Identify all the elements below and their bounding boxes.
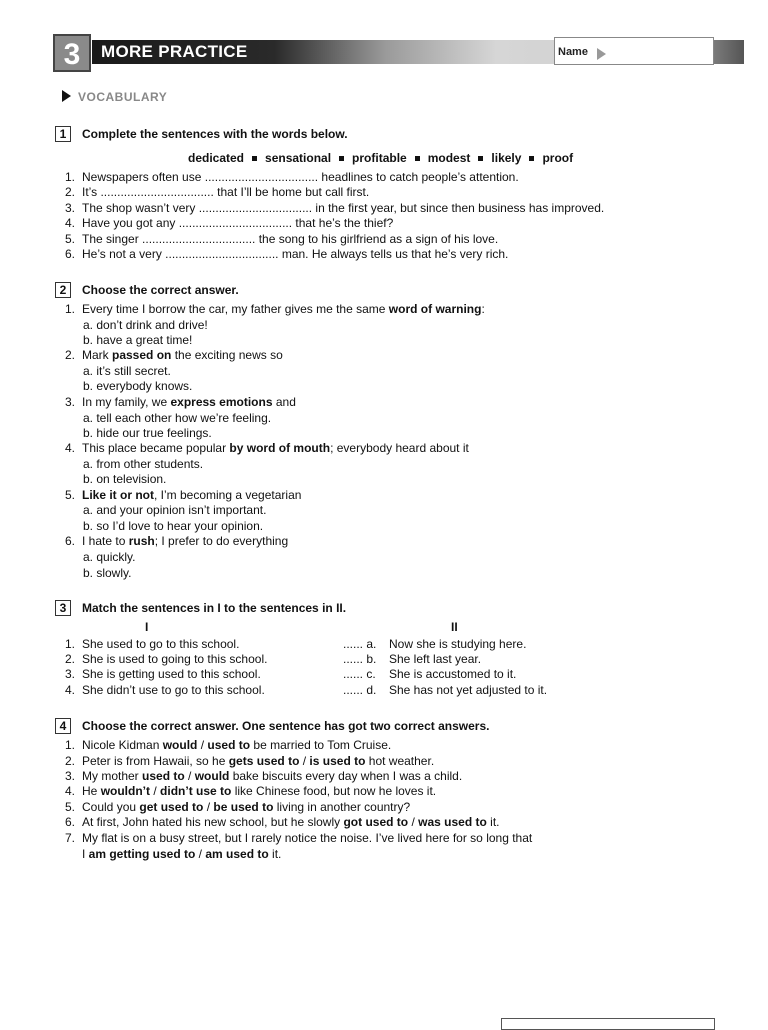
exercise-4-title: Choose the correct answer. One sentence has got two correct answers. (82, 719, 490, 733)
match-right: She is accustomed to it. (389, 667, 517, 681)
word: modest (427, 151, 471, 165)
exercise-2-title: Choose the correct answer. (82, 283, 239, 297)
question: 4. This place became popular by word of mouth; everybody heard about it (64, 441, 469, 455)
name-label: Name (558, 46, 588, 58)
footer-box (501, 1018, 715, 1030)
match-right: She left last year. (389, 652, 482, 666)
match-left: 1. She used to go to this school. (64, 637, 240, 651)
option: a. and your opinion isn’t important. (83, 503, 267, 517)
word: dedicated (188, 151, 245, 165)
question: 2. Mark passed on the exciting news so (64, 348, 283, 362)
square-bullet-icon (252, 156, 257, 161)
match-blank[interactable]: ...... c. (343, 667, 376, 681)
exercise-3-number: 3 (55, 600, 71, 616)
exercise-2-number: 2 (55, 282, 71, 298)
question: 5. Could you get used to / be used to living in another country? (64, 800, 411, 814)
column-header-i: I (145, 620, 149, 634)
match-right: Now she is studying here. (389, 637, 527, 651)
option: a. it’s still secret. (83, 364, 171, 378)
question: 1. Nicole Kidman would / used to be married to Tom Cruise. (64, 738, 392, 752)
square-bullet-icon (415, 156, 420, 161)
list-item: 6. He’s not a very .................................. man. He always tells us that he’s very rich. (64, 247, 509, 261)
option: b. everybody knows. (83, 379, 193, 393)
list-item: 4. Have you got any .................................. that he’s the thief? (64, 216, 394, 230)
list-item: 3. The shop wasn’t very .................................. in the first year, but since then business has improved. (64, 201, 605, 215)
option: b. hide our true feelings. (83, 426, 212, 440)
square-bullet-icon (529, 156, 534, 161)
square-bullet-icon (478, 156, 483, 161)
list-item: 2. It’s .................................. that I’ll be home but call first. (64, 185, 370, 199)
word: profitable (352, 151, 407, 165)
option: b. on television. (83, 472, 167, 486)
arrow-right-icon (597, 48, 606, 60)
option: a. don’t drink and drive! (83, 318, 208, 332)
exercise-4-number: 4 (55, 718, 71, 734)
question: 3. My mother used to / would bake biscuits every day when I was a child. (64, 769, 463, 783)
option: b. so I’d love to hear your opinion. (83, 519, 264, 533)
match-blank[interactable]: ...... d. (343, 683, 377, 697)
question: 6. At first, John hated his new school, but he slowly got used to / was used to it. (64, 815, 500, 829)
word: likely (491, 151, 522, 165)
match-left: 2. She is used to going to this school. (64, 652, 268, 666)
exercise-3-title: Match the sentences in I to the sentences in II. (82, 601, 347, 615)
section-title: VOCABULARY (78, 90, 168, 104)
option: a. quickly. (83, 550, 136, 564)
match-blank[interactable]: ...... a. (343, 637, 377, 651)
match-left: 3. She is getting used to this school. (64, 667, 261, 681)
question: 4. He wouldn’t / didn’t use to like Chinese food, but now he loves it. (64, 784, 437, 798)
option: b. have a great time! (83, 333, 193, 347)
question: 7. My flat is on a busy street, but I rarely notice the noise. I’ve lived here for so long that (64, 831, 533, 845)
column-header-ii: II (451, 620, 458, 634)
match-left: 4. She didn’t use to go to this school. (64, 683, 265, 697)
option: a. tell each other how we’re feeling. (83, 411, 272, 425)
option: a. from other students. (83, 457, 204, 471)
question-continuation: I am getting used to / am used to it. (82, 847, 282, 861)
option: b. slowly. (83, 566, 132, 580)
exercise-1-title: Complete the sentences with the words below. (82, 127, 348, 141)
question: 5. Like it or not, I’m becoming a vegetarian (64, 488, 302, 502)
match-blank[interactable]: ...... b. (343, 652, 377, 666)
question: 2. Peter is from Hawaii, so he gets used to / is used to hot weather. (64, 754, 435, 768)
list-item: 5. The singer .................................. the song to his girlfriend as a sign of his love. (64, 232, 499, 246)
word: sensational (265, 151, 332, 165)
page-title: MORE PRACTICE (101, 42, 248, 61)
play-arrow-icon (62, 90, 71, 102)
list-item: 1. Newspapers often use .................................. headlines to catch people’s attention. (64, 170, 519, 184)
question: 1. Every time I borrow the car, my father gives me the same word of warning: (64, 302, 485, 316)
exercise-1-number: 1 (55, 126, 71, 142)
unit-number: 3 (53, 34, 91, 72)
word: proof (542, 151, 574, 165)
word-box (188, 151, 573, 165)
question: 6. I hate to rush; I prefer to do everything (64, 534, 289, 548)
question: 3. In my family, we express emotions and (64, 395, 296, 409)
match-right: She has not yet adjusted to it. (389, 683, 548, 697)
square-bullet-icon (339, 156, 344, 161)
